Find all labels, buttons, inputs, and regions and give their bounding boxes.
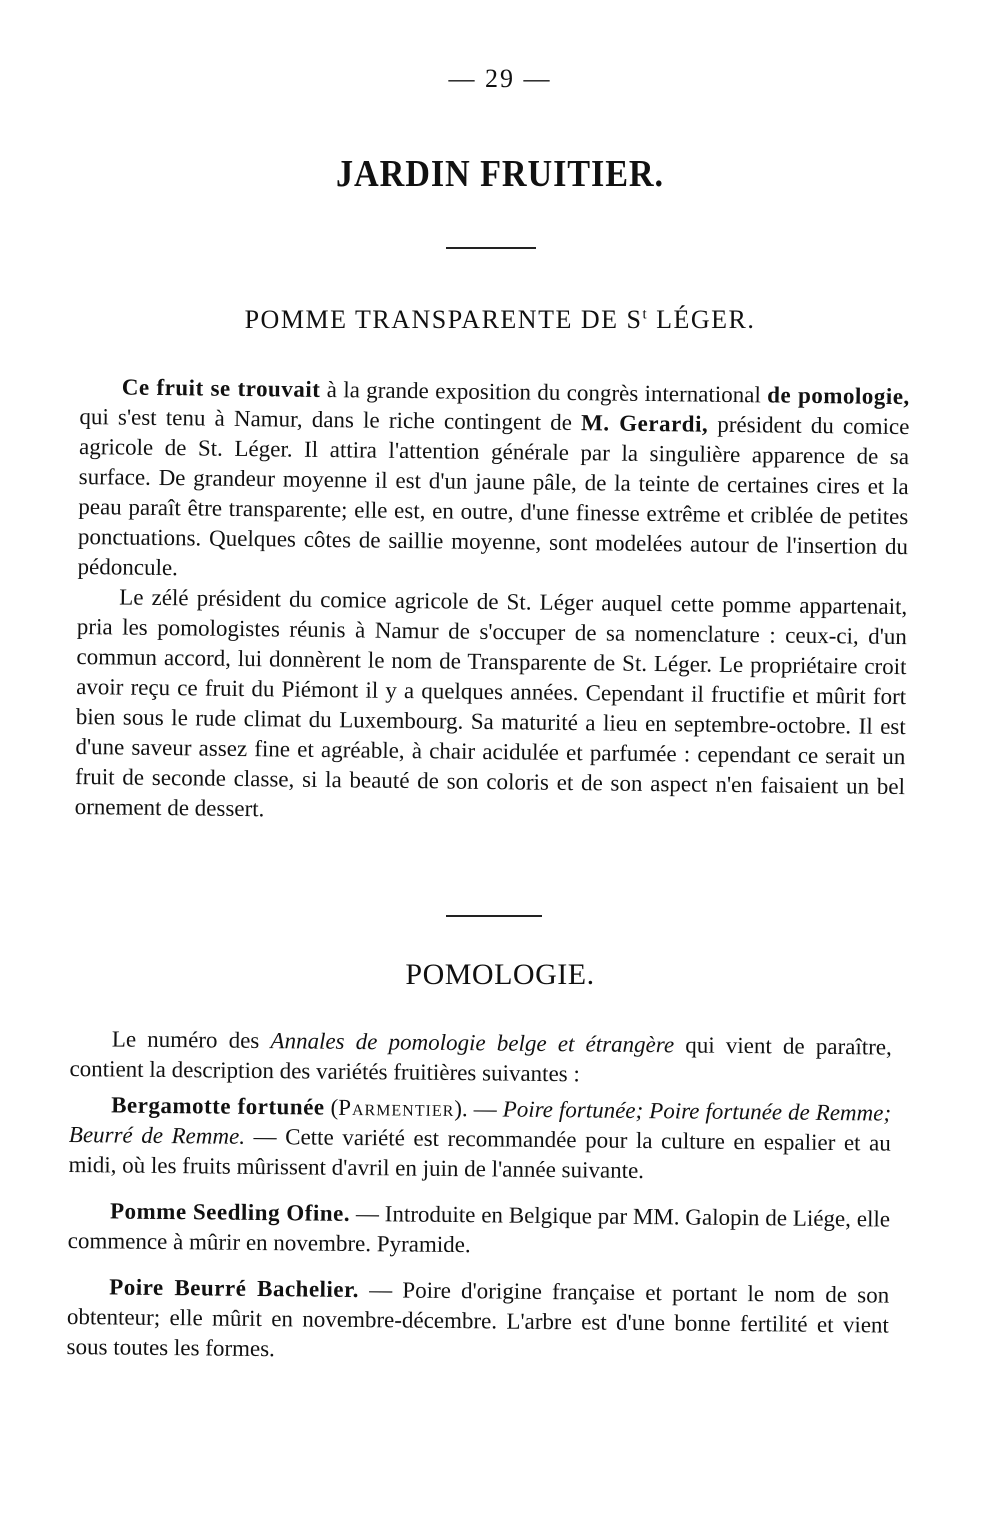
entry-text: ). — (454, 1096, 503, 1122)
page-number: — 29 — (448, 64, 552, 93)
bold-lead: Ce fruit se trouvait (121, 374, 321, 402)
paragraph-text: président du comice agricole de St. Léger. Il attira l'attention générale par la singulière apparence de sa surface. De grandeur moyenne il est d'un jaune pâle, de la teinte de certaines cires et la peau paraît être transparente; elle est, en outre, d'une finesse extrême et criblée de petites ponctuations. Quelques côtes de saillie moyenne, sont modelées autour de l'insertion du pédoncule. (77, 411, 910, 581)
variety-entry (68, 1196, 891, 1265)
page-title: JARDIN FRUITIER. (336, 153, 664, 195)
paragraph-2: Le zélé président du comice agricole de St. Léger auquel cette pomme appartenait, pria les pomologistes réunis à Namur de s'occuper de sa nomenclature : ceux-ci, d'un commun accord, lui donnèrent le nom de Transparente de St. Léger. Le propriétaire croit avoir reçu ce fruit du Piémont il y a quelques années. Cependant il fructifie et mûrit fort bien sous le rude climat du Luxembourg. Sa maturité a lieu en septembre-octobre. Il est d'une saveur assez fine et agréable, à chair acidulée et parfumée : cependant ce serait un fruit de seconde classe, si la beauté de son coloris et de son aspect n'en faisaient un bel ornement de dessert. (74, 584, 908, 822)
paragraph-text: à la grande exposition du congrès international (320, 376, 768, 408)
entry-text: ( (324, 1094, 339, 1120)
section-heading-pomme-transparente (0, 305, 1000, 335)
heading-main-text: POMME TRANSPARENTE DE S (244, 305, 643, 334)
entry-text: — Introduite en Belgique par MM. Galopin de Liége, elle commence à mûrir en novembre. Pyramide. (67, 1200, 891, 1258)
section-heading-pomologie: POMOLOGIE. (405, 958, 595, 991)
variety-name: Pomme Seedling Ofine. (109, 1198, 351, 1226)
bold-text: de pomologie, (767, 382, 910, 410)
variety-name: Bergamotte fortunée (111, 1092, 325, 1120)
paragraph-text: qui vient de paraître, contient la description des variétés fruitières suivantes : (69, 1032, 892, 1087)
paragraph-text: Le numéro des (111, 1026, 271, 1054)
paragraph-1 (77, 372, 910, 592)
publication-title: Annales de pomologie belge et étrangère (270, 1028, 675, 1058)
divider-rule (446, 915, 542, 917)
heading-superscript: t (642, 306, 649, 323)
variety-name: Poire Beurré Bachelier. (109, 1274, 360, 1303)
variety-author: Parmentier (338, 1094, 455, 1122)
bold-name: M. Gerardi, (580, 410, 709, 437)
entry-text: — Poire d'origine française et portant le nom de son obtenteur; elle mûrit en novembre-décembre. L'arbre est d'une bonne fertilité et vient sous toutes les formes. (66, 1277, 890, 1362)
intro-paragraph (69, 1024, 892, 1093)
variety-entry (66, 1272, 889, 1371)
variety-entry (68, 1090, 891, 1189)
section1-body (75, 372, 910, 832)
entry-text: — Cette variété est recommandée pour la culture en espalier et au midi, où les fruits mûrissent d'avril en juin de l'année suivante. (68, 1123, 891, 1184)
divider-rule (446, 247, 536, 249)
heading-end-text: LÉGER. (648, 305, 756, 334)
variety-synonyms: Poire fortunée; Poire fortunée de Remme; Beurré de Remme. (68, 1096, 892, 1149)
paragraph-text: qui s'est tenu à Namur, dans le riche contingent de (79, 403, 582, 436)
section2-body (66, 1024, 891, 1371)
